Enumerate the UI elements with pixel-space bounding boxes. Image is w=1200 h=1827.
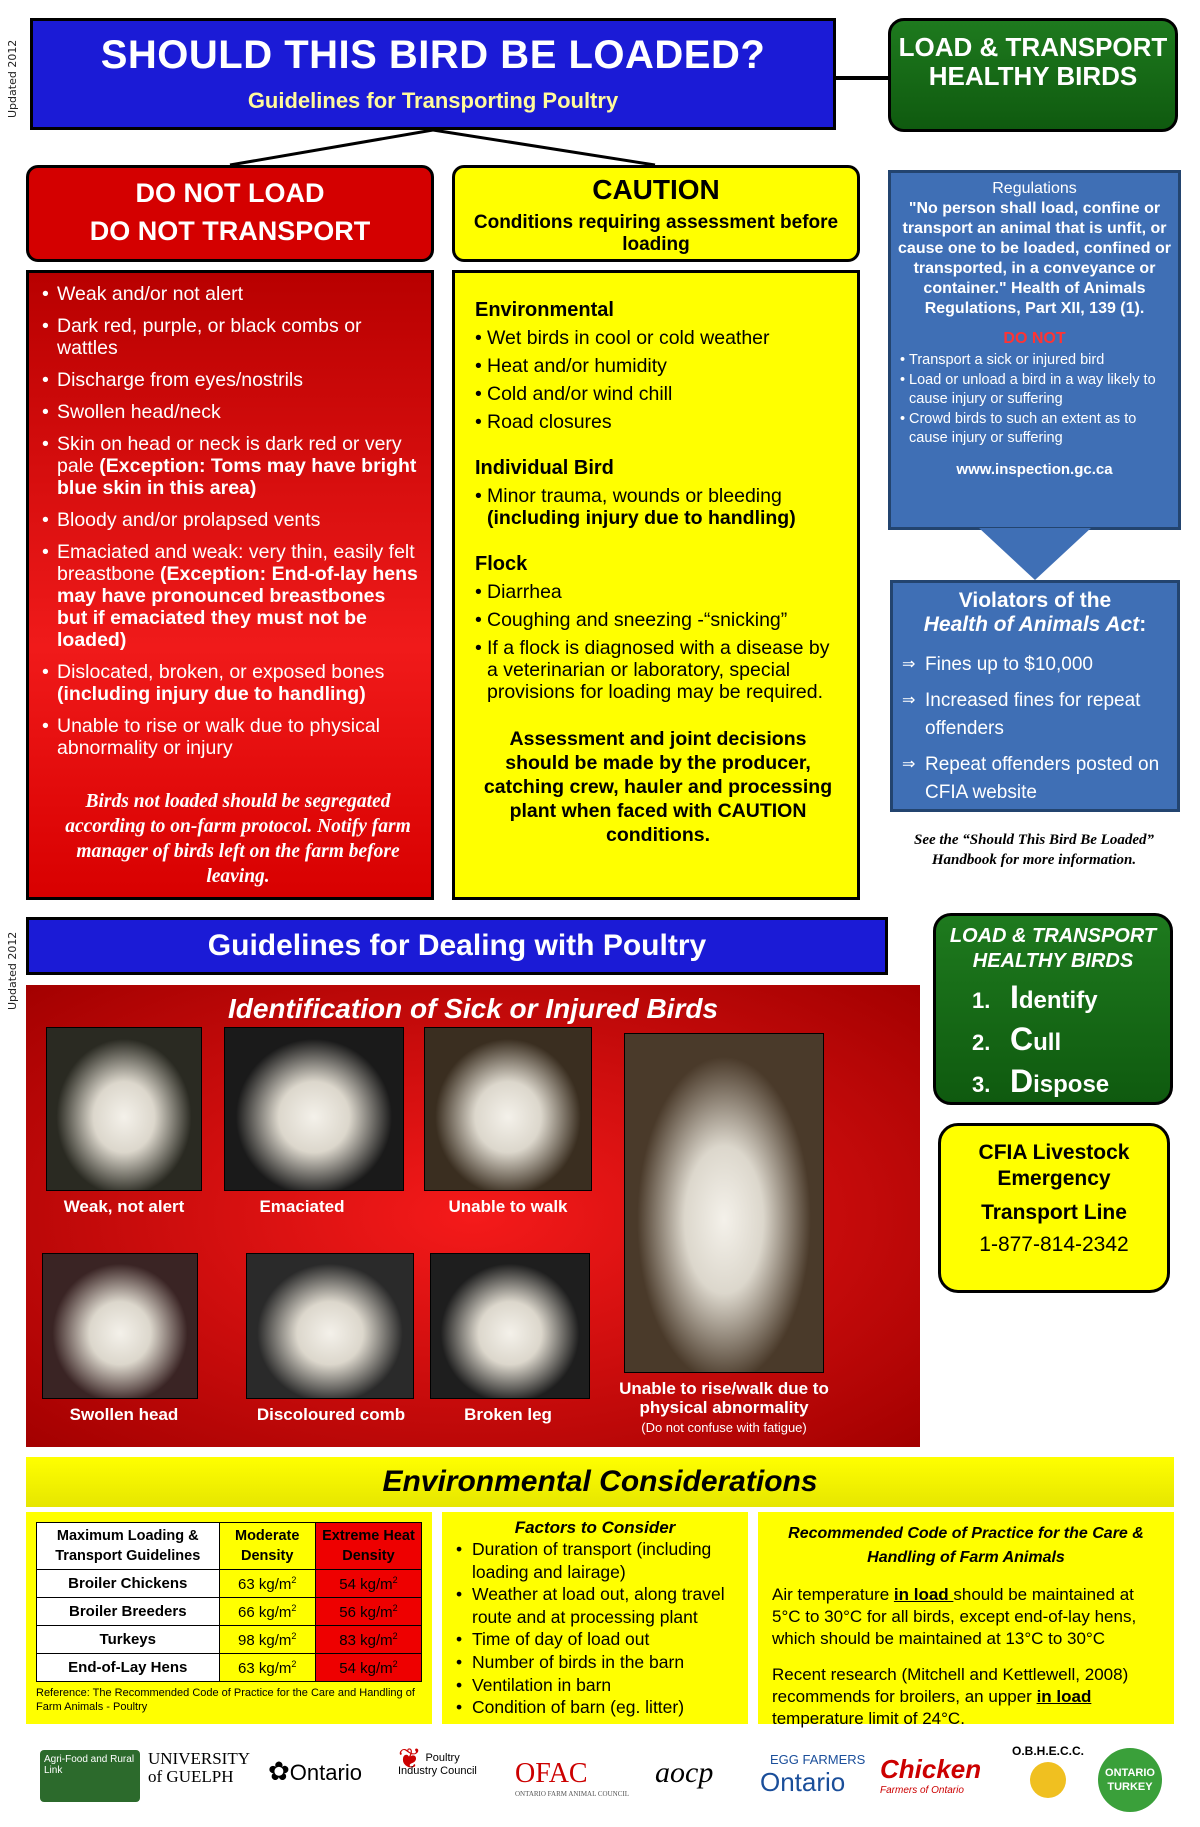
caution-title: CAUTION	[592, 174, 720, 205]
ontario-text: Ontario	[289, 1760, 362, 1785]
egg-ontario-text: Ontario	[760, 1767, 846, 1797]
list-item: • Heat and/or humidity	[487, 355, 841, 377]
table-cell	[315, 1598, 421, 1626]
down-arrow-icon	[979, 528, 1091, 580]
ppic-logo	[398, 1743, 488, 1778]
caption-text: Emaciated	[259, 1197, 345, 1216]
caption-text: Unable to walk	[448, 1197, 568, 1216]
step-item	[972, 1062, 1170, 1104]
cell-value: 98 kg/m	[238, 1631, 292, 1649]
list-item: • Wet birds in cool or cold weather	[487, 327, 841, 349]
table-cell	[37, 1598, 220, 1626]
bird-photo	[46, 1027, 202, 1191]
trillium-icon: ✿	[268, 1756, 290, 1786]
underlined-text: in load	[893, 1585, 954, 1604]
regulations-title: Regulations	[992, 180, 1077, 197]
aocp-logo: aocp	[655, 1756, 714, 1789]
cell-value: Turkeys	[99, 1631, 156, 1648]
do-not-load-item	[57, 433, 419, 499]
do-not-load-title: DO NOT LOAD	[135, 178, 325, 208]
table-cell	[219, 1570, 315, 1598]
caption-text: Weak, not alert	[63, 1197, 185, 1216]
obhecc-text: O.B.H.E.C.C.	[1012, 1744, 1085, 1758]
underlined-text: in load	[1036, 1687, 1092, 1706]
violators-box	[890, 580, 1180, 812]
table-header: Maximum Loading & Transport Guidelines	[37, 1523, 220, 1570]
unit-power: 2	[291, 1658, 297, 1669]
unit-power: 2	[392, 1602, 398, 1613]
unit-power: 2	[291, 1574, 297, 1585]
do-not-transport-title: DO NOT TRANSPORT	[89, 216, 371, 246]
do-not-load-item	[57, 401, 419, 423]
cell-value: 54 kg/m	[339, 1575, 393, 1593]
environmental-title: Environmental Considerations	[26, 1457, 1174, 1507]
item-exception: (including injury due to handling)	[57, 683, 366, 705]
table-cell	[37, 1570, 220, 1598]
table-cell	[315, 1626, 421, 1654]
code-paragraph-1	[772, 1584, 1160, 1650]
item-text: Unable to rise or walk due to physical abnormality or injury	[57, 715, 380, 759]
flock-heading: Flock	[475, 553, 528, 575]
violators-title: Violators of the	[958, 589, 1112, 612]
do-not-label: DO NOT	[1003, 330, 1066, 347]
code-paragraph-2	[772, 1664, 1160, 1730]
photo-panel	[26, 985, 920, 1447]
caption-text: Unable to rise/walk due to physical abnormality	[619, 1379, 829, 1417]
updated-label-2: Updated 2012	[6, 931, 19, 1010]
chick-icon	[1030, 1762, 1066, 1798]
bird-photo	[246, 1253, 414, 1399]
bird-photo	[424, 1027, 592, 1191]
table-header: Extreme Heat Density	[315, 1523, 421, 1570]
item-text: Dark red, purple, or black combs or wattles	[57, 315, 362, 359]
step-initial: C	[1010, 1021, 1034, 1057]
caution-list	[452, 270, 860, 900]
list-item: • Weather at load out, along travel route and at processing plant	[472, 1583, 740, 1628]
table-cell	[219, 1654, 315, 1682]
individual-text: Minor trauma, wounds or bleeding	[487, 485, 782, 507]
item-exception: (Exception: Toms may have bright blue skin in this area)	[57, 455, 417, 499]
item-text: Bloody and/or prolapsed vents	[57, 509, 321, 531]
ontario-logo	[268, 1756, 362, 1787]
do-not-load-item	[57, 369, 419, 391]
do-not-load-header	[26, 165, 434, 262]
table-cell	[37, 1626, 220, 1654]
list-item: • Cold and/or wind chill	[487, 383, 841, 405]
text-span: should be maintained at 5°C to 30°C for all birds, except end-of-lay hens, which should be maintained at 13°C to 30°C	[772, 1585, 1137, 1648]
maple-leaf-icon: ❦	[398, 1743, 422, 1774]
sponsor-logos	[40, 1736, 1180, 1816]
loading-density-table	[36, 1522, 422, 1682]
unit-power: 2	[291, 1630, 297, 1641]
colon: :	[1139, 613, 1147, 636]
list-item: ⇒ Increased fines for repeat offenders	[925, 687, 1177, 743]
step-number: 3.	[972, 1072, 991, 1097]
caution-subtitle: Conditions requiring assessment before loading	[473, 212, 839, 255]
assessment-note: Assessment and joint decisions should be made by the producer, catching crew, hauler and processing plant when faced with CAUTION conditions.	[483, 728, 833, 846]
agri-food-logo: Agri-Food and Rural Link	[40, 1750, 140, 1802]
cell-value: 54 kg/m	[339, 1659, 393, 1677]
inspection-link[interactable]: www.inspection.gc.ca	[956, 461, 1113, 478]
table-cell	[219, 1626, 315, 1654]
step-initial: D	[1010, 1063, 1034, 1099]
green-side-title: LOAD & TRANSPORT HEALTHY BIRDS	[949, 925, 1157, 972]
cell-value: 63 kg/m	[238, 1575, 292, 1593]
segregation-note: Birds not loaded should be segregated according to on-farm protocol. Notify farm manager of birds left on the farm before leaving.	[65, 791, 411, 887]
code-title: Recommended Code of Practice for the Care & Handling of Farm Animals	[788, 1525, 1144, 1566]
healthy-birds-text: LOAD & TRANSPORT HEALTHY BIRDS	[898, 32, 1168, 91]
list-item: • Crowd birds to such an extent as to cause injury or suffering	[909, 410, 1178, 448]
ppic-text: Poultry Industry Council	[398, 1752, 477, 1777]
bird-photo	[42, 1253, 198, 1399]
step-number: 1.	[972, 988, 991, 1013]
individual-bold: (including injury due to handling)	[487, 507, 796, 529]
step-rest: ull	[1033, 1029, 1062, 1056]
item-text: Swollen head/neck	[57, 401, 221, 423]
item-text: Weak and/or not alert	[57, 283, 244, 305]
cell-value: 56 kg/m	[339, 1603, 393, 1621]
identify-cull-dispose-box	[933, 913, 1173, 1105]
list-item: • Time of day of load out	[472, 1628, 740, 1651]
cell-value: Broiler Chickens	[68, 1575, 188, 1592]
bird-photo	[624, 1033, 824, 1373]
chicken-farmers-logo	[880, 1754, 981, 1796]
photo-caption	[204, 1197, 400, 1217]
list-item: • Coughing and sneezing -“snicking”	[487, 609, 841, 631]
list-item: • Road closures	[487, 411, 841, 433]
table-cell	[315, 1654, 421, 1682]
environmental-heading: Environmental	[475, 299, 614, 321]
table-header: Moderate Density	[219, 1523, 315, 1570]
photo-caption	[26, 1405, 222, 1425]
unit-power: 2	[291, 1602, 297, 1613]
table-row	[37, 1570, 422, 1598]
obhecc-logo	[1012, 1744, 1084, 1798]
item-exception: (Exception: End-of-lay hens may have pronounced breastbones but if emaciated they must not be loaded)	[57, 563, 418, 651]
chicken-sub: Farmers of Ontario	[880, 1785, 964, 1796]
cfia-phone[interactable]: 1-877-814-2342	[979, 1233, 1129, 1256]
factors-title: Factors to Consider	[514, 1518, 676, 1537]
violators-heading	[893, 589, 1177, 637]
list-item: • Ventilation in barn	[472, 1674, 740, 1697]
do-not-load-item	[57, 315, 419, 359]
step-item	[972, 978, 1170, 1020]
factors-box	[442, 1512, 748, 1724]
do-not-load-item	[57, 661, 419, 705]
ofac-logo	[515, 1758, 629, 1798]
table-cell	[37, 1654, 220, 1682]
cfia-emergency-box	[938, 1123, 1170, 1293]
photo-caption	[586, 1379, 862, 1437]
cfia-line3: Transport Line	[981, 1201, 1127, 1224]
egg-text: EGG FARMERS	[770, 1752, 866, 1767]
item-text: Dislocated, broken, or exposed bones	[57, 661, 385, 683]
act-name: Health of Animals Act	[923, 613, 1140, 636]
do-not-load-item	[57, 283, 419, 305]
caption-text: Broken leg	[464, 1405, 552, 1424]
table-reference: Reference: The Recommended Code of Practice for the Care and Handling of Farm Animals - Poultry	[36, 1687, 415, 1713]
list-item: • Number of birds in the barn	[472, 1651, 740, 1674]
photo-caption	[410, 1405, 606, 1425]
text-span: Air temperature	[772, 1585, 894, 1604]
page-title: SHOULD THIS BIRD BE LOADED?	[100, 33, 766, 77]
ofac-sub: ONTARIO FARM ANIMAL COUNCIL	[515, 1790, 629, 1798]
caution-header	[452, 165, 860, 262]
list-item: ⇒ Fines up to $10,000	[925, 651, 1177, 679]
cell-value: 66 kg/m	[238, 1603, 292, 1621]
list-item: ⇒ Repeat offenders posted on CFIA website	[925, 751, 1177, 807]
updated-label: Updated 2012	[6, 39, 19, 118]
list-item: • If a flock is diagnosed with a disease by a veterinarian or laboratory, special provisions for loading may be required.	[487, 637, 841, 703]
cell-value: Broiler Breeders	[68, 1603, 187, 1620]
text-span: Recent research (Mitchell and Kettlewell, 2008) recommends for broilers, an upper	[772, 1665, 1129, 1706]
step-initial: I	[1010, 979, 1019, 1015]
page-subtitle: Guidelines for Transporting Poultry	[247, 88, 619, 113]
do-not-load-item	[57, 541, 419, 651]
step-number: 2.	[972, 1030, 991, 1055]
tree-connector	[0, 0, 1200, 175]
section2-title: Guidelines for Dealing with Poultry	[26, 917, 888, 975]
cell-value: 83 kg/m	[339, 1631, 393, 1649]
table-row	[37, 1598, 422, 1626]
photos-title: Identification of Sick or Injured Birds	[227, 993, 719, 1024]
cell-value: End-of-Lay Hens	[68, 1659, 188, 1676]
list-item	[487, 485, 841, 529]
code-of-practice-box	[758, 1512, 1174, 1728]
list-item: • Condition of barn (eg. litter)	[472, 1696, 740, 1719]
list-item: • Transport a sick or injured bird	[909, 351, 1178, 370]
table-row	[37, 1626, 422, 1654]
cfia-line2: Emergency	[997, 1167, 1111, 1190]
regulations-quote: "No person shall load, confine or transport an animal that is unfit, or cause one to be loaded, confined or transported, in a conveyance or container." Health of Animals Regulations, Part XII, 139 (1).	[898, 200, 1171, 317]
item-text: Skin on head or neck is dark red or very pale	[57, 433, 402, 477]
item-text: Emaciated and weak: very thin, easily felt breastbone	[57, 541, 415, 585]
list-item: • Diarrhea	[487, 581, 841, 603]
photo-caption	[26, 1197, 222, 1217]
ontario-turkey-logo: ONTARIO TURKEY	[1098, 1748, 1162, 1812]
table-row	[37, 1654, 422, 1682]
handbook-note: See the “Should This Bird Be Loaded” Handbook for more information.	[913, 832, 1155, 868]
item-text: Discharge from eyes/nostrils	[57, 369, 303, 391]
egg-farmers-logo	[740, 1752, 870, 1798]
caption-subtext: (Do not confuse with fatigue)	[641, 1420, 807, 1435]
caption-text: Discoloured comb	[256, 1405, 406, 1424]
ofac-text: OFAC	[515, 1758, 588, 1789]
unit-power: 2	[392, 1630, 398, 1641]
chicken-text: Chicken	[880, 1754, 982, 1784]
do-not-load-item	[57, 715, 419, 759]
table-cell	[219, 1598, 315, 1626]
regulations-box	[888, 170, 1181, 530]
text-span: temperature limit of 24°C.	[772, 1709, 965, 1728]
photo-caption	[410, 1197, 606, 1217]
step-rest: dentify	[1018, 987, 1098, 1014]
step-rest: ispose	[1033, 1071, 1110, 1098]
bird-photo	[430, 1253, 590, 1399]
unit-power: 2	[392, 1574, 398, 1585]
list-item: • Load or unload a bird in a way likely to cause injury or suffering	[909, 371, 1178, 409]
caption-text: Swollen head	[69, 1405, 179, 1424]
list-item: • Duration of transport (including loading and lairage)	[472, 1538, 740, 1583]
guelph-logo: UNIVERSITY of GUELPH	[148, 1749, 250, 1786]
cell-value: 63 kg/m	[238, 1659, 292, 1677]
do-not-load-item	[57, 509, 419, 531]
unit-power: 2	[392, 1658, 398, 1669]
do-not-load-list	[26, 270, 434, 900]
individual-bird-heading: Individual Bird	[475, 457, 614, 479]
step-item	[972, 1020, 1170, 1062]
bird-photo	[224, 1027, 404, 1191]
loading-table-box	[26, 1512, 432, 1724]
cfia-line1: CFIA Livestock	[978, 1141, 1130, 1164]
table-cell	[315, 1570, 421, 1598]
